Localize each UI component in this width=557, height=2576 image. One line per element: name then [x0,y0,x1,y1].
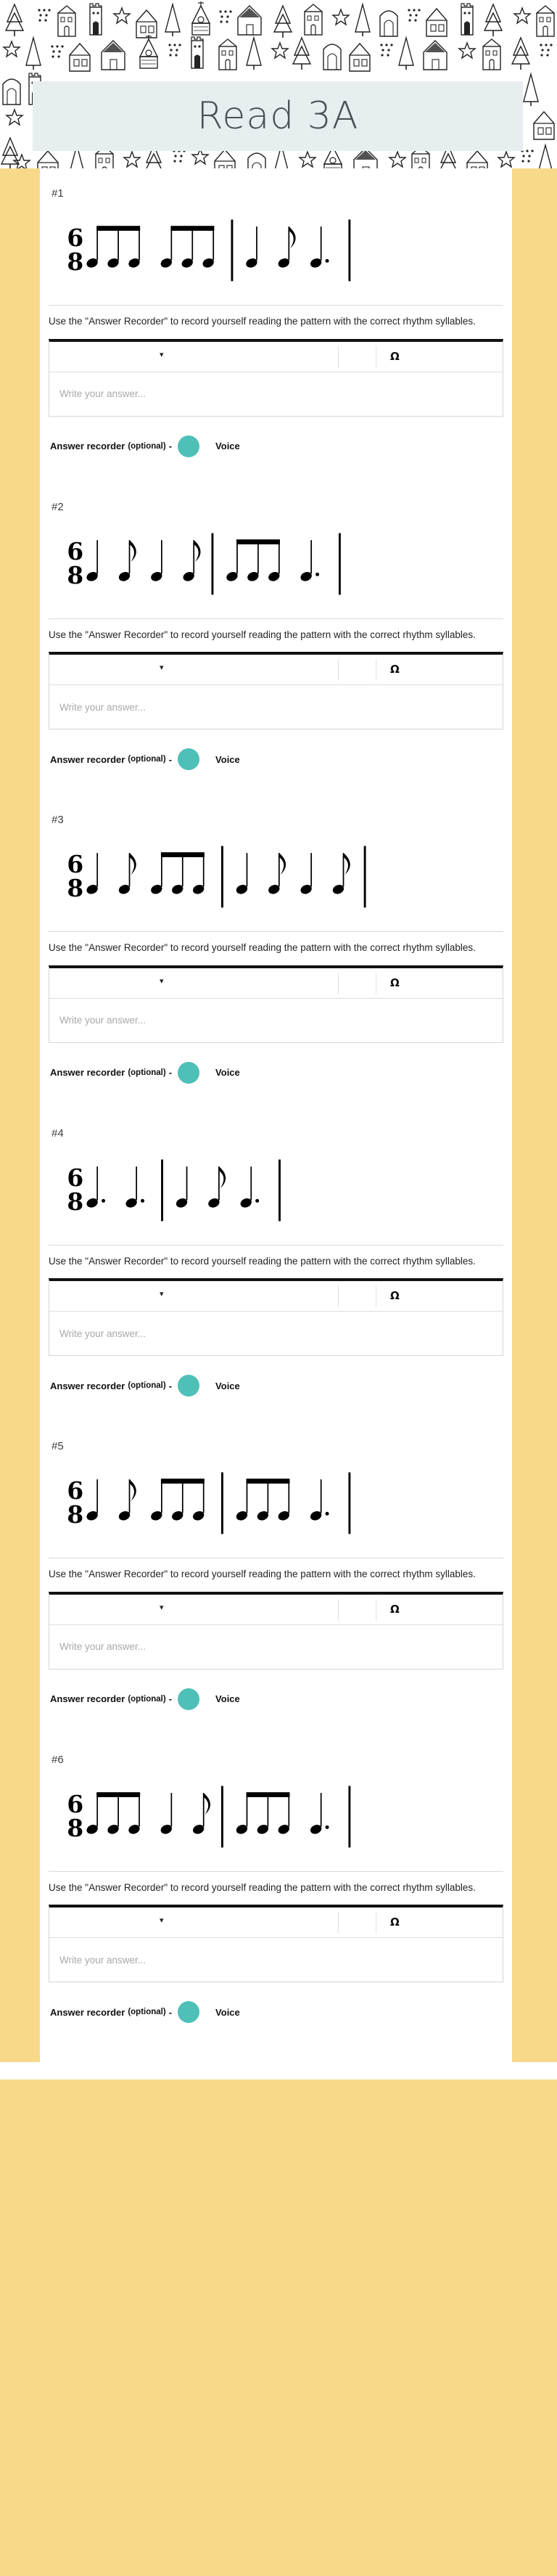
omega-special-character-icon[interactable]: Ω [390,1602,400,1616]
question-instruction: Use the "Answer Recorder" to record yourself reading the pattern with the correct rhythm syllables. [49,1255,476,1267]
svg-text:8: 8 [67,1813,84,1842]
recorder-mode-label: Voice [215,441,240,452]
question-instruction: Use the "Answer Recorder" to record yourself reading the pattern with the correct rhythm syllables. [49,1881,476,1893]
record-button[interactable] [178,1375,199,1397]
answer-placeholder: Write your answer... [59,701,147,713]
svg-text:6: 6 [67,536,84,565]
question-number: #4 [51,1127,64,1140]
question-number: #3 [51,814,64,827]
page-title: Read 3A [197,94,359,138]
block-spacer [49,1397,503,1421]
answer-placeholder: Write your answer... [59,1954,147,1966]
toolbar-divider [338,659,339,681]
omega-special-character-icon[interactable]: Ω [390,663,400,676]
answer-placeholder: Write your answer... [59,1641,147,1653]
svg-text:6: 6 [67,1163,84,1192]
svg-text:8: 8 [67,247,84,276]
record-button[interactable] [178,1688,199,1710]
sheet-bottom-spacer [0,2062,557,2080]
answer-placeholder: Write your answer... [59,388,147,400]
recorder-dash: - [168,1380,173,1391]
toolbar-divider [338,1912,339,1934]
answer-input[interactable] [49,372,503,416]
notation-container [49,1772,503,1871]
svg-text:6: 6 [67,224,84,253]
recorder-optional-note: (optional) [128,2008,166,2017]
recorder-dash: - [168,753,173,765]
omega-special-character-icon[interactable]: Ω [390,1915,400,1929]
svg-text:8: 8 [67,1500,84,1529]
recorder-mode-label: Voice [215,2006,240,2018]
rhythm-notation [56,1463,503,1541]
toolbar-divider [338,1599,339,1621]
divider [49,1871,503,1872]
recorder-label: Answer recorder [50,753,125,765]
toolbar-rule [49,1311,503,1312]
notation-container [49,832,503,931]
recorder-dash: - [168,1693,173,1705]
recorder-mode-label: Voice [215,753,240,765]
question-instruction: Use the "Answer Recorder" to record yourself reading the pattern with the correct rhythm syllables. [49,942,476,954]
answer-editor[interactable] [49,652,503,729]
questions-list [40,168,512,2048]
worksheet-sheet [40,168,512,2062]
question-block [49,168,503,482]
editor-toolbar[interactable] [49,968,503,999]
chevron-down-icon[interactable]: ▾ [160,976,164,986]
recorder-optional-note: (optional) [128,755,166,764]
svg-text:6: 6 [67,1476,84,1505]
divider [49,618,503,619]
svg-text:8: 8 [67,560,84,589]
block-spacer [49,1710,503,1735]
question-block [49,1735,503,2048]
page-banner [0,0,557,168]
rhythm-notation [56,523,503,602]
answer-recorder-row [49,748,503,770]
notation-container [49,1145,503,1245]
svg-text:8: 8 [67,1187,84,1216]
answer-recorder-row [49,1062,503,1084]
record-button[interactable] [178,436,199,457]
question-number: #2 [51,500,64,513]
answer-editor[interactable] [49,1278,503,1356]
rhythm-notation [56,1776,503,1855]
answer-input[interactable] [49,1312,503,1355]
answer-editor[interactable] [49,965,503,1043]
chevron-down-icon[interactable]: ▾ [160,350,164,359]
editor-toolbar[interactable] [49,1281,503,1312]
recorder-label: Answer recorder [50,1380,125,1391]
svg-text:8: 8 [67,874,84,903]
recorder-dash: - [168,441,173,452]
rhythm-notation [56,1150,503,1228]
rhythm-notation [56,210,503,288]
answer-recorder-row [49,1375,503,1397]
omega-special-character-icon[interactable]: Ω [390,1289,400,1303]
svg-text:6: 6 [67,850,84,879]
answer-input[interactable] [49,685,503,729]
chevron-down-icon[interactable]: ▾ [160,1290,164,1299]
editor-toolbar[interactable] [49,1595,503,1625]
answer-placeholder: Write your answer... [59,1328,147,1339]
answer-editor[interactable] [49,1905,503,1982]
notation-container [49,519,503,618]
divider [49,1245,503,1246]
question-block [49,795,503,1108]
answer-editor[interactable] [49,339,503,417]
toolbar-rule [49,998,503,999]
divider [49,931,503,932]
block-spacer [49,1084,503,1108]
recorder-optional-note: (optional) [128,1068,166,1077]
rhythm-notation [56,836,503,915]
record-button[interactable] [178,748,199,770]
recorder-mode-label: Voice [215,1693,240,1705]
answer-editor[interactable] [49,1592,503,1669]
answer-recorder-row [49,2001,503,2023]
question-instruction: Use the "Answer Recorder" to record yourself reading the pattern with the correct rhythm syllables. [49,629,476,640]
question-number: #1 [51,187,64,200]
svg-text:6: 6 [67,1789,84,1818]
chevron-down-icon[interactable]: ▾ [160,1916,164,1926]
recorder-label: Answer recorder [50,441,125,452]
question-instruction: Use the "Answer Recorder" to record yourself reading the pattern with the correct rhythm syllables. [49,1569,476,1580]
question-block [49,1421,503,1735]
answer-input[interactable] [49,999,503,1042]
recorder-dash: - [168,2006,173,2018]
recorder-optional-note: (optional) [128,1694,166,1704]
record-button[interactable] [178,1062,199,1084]
question-instruction: Use the "Answer Recorder" to record yourself reading the pattern with the correct rhythm syllables. [49,316,476,327]
page-title-strip [33,81,523,151]
answer-input[interactable] [49,1625,503,1669]
recorder-mode-label: Voice [215,1067,240,1079]
answer-recorder-row [49,1688,503,1710]
recorder-label: Answer recorder [50,2006,125,2018]
omega-special-character-icon[interactable]: Ω [390,349,400,363]
answer-placeholder: Write your answer... [59,1015,147,1026]
question-number: #5 [51,1440,64,1453]
notation-container [49,205,503,305]
divider [49,305,503,306]
question-number: #6 [51,1753,64,1766]
answer-input[interactable] [49,1938,503,1982]
editor-toolbar[interactable] [49,342,503,372]
record-button[interactable] [178,2001,199,2023]
toolbar-rule [49,684,503,685]
recorder-dash: - [168,1067,173,1079]
recorder-label: Answer recorder [50,1067,125,1079]
editor-toolbar[interactable] [49,1908,503,1938]
toolbar-divider [338,973,339,994]
answer-recorder-row [49,436,503,457]
recorder-optional-note: (optional) [128,441,166,451]
toolbar-divider [338,1285,339,1307]
notation-container [49,1458,503,1558]
chevron-down-icon[interactable]: ▾ [160,663,164,673]
block-spacer [49,770,503,795]
toolbar-divider [338,346,339,368]
recorder-mode-label: Voice [215,1380,240,1391]
recorder-label: Answer recorder [50,1693,125,1705]
question-block [49,482,503,796]
question-block [49,1108,503,1422]
toolbar-rule [49,1624,503,1625]
toolbar-rule [49,1937,503,1938]
block-spacer [49,457,503,482]
block-spacer [49,2023,503,2048]
recorder-optional-note: (optional) [128,1381,166,1391]
chevron-down-icon[interactable]: ▾ [160,1603,164,1612]
omega-special-character-icon[interactable]: Ω [390,976,400,989]
editor-toolbar[interactable] [49,655,503,685]
